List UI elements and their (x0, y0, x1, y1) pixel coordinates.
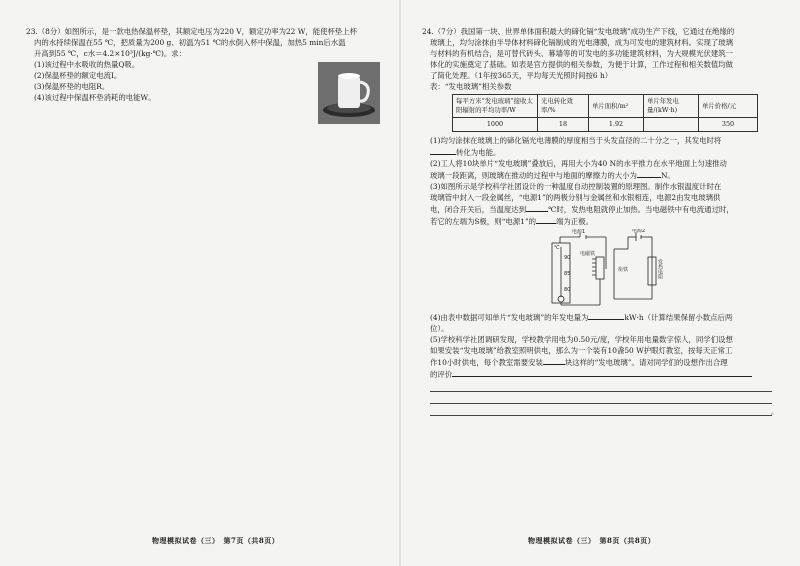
blank-4[interactable] (536, 215, 556, 224)
part-3-line-3 (422, 203, 774, 215)
part-3-line-2: 玻璃管中封入一段金属丝，“电源1”的两极分别与金属丝和水银相连，电源2由发电玻璃供 (430, 193, 721, 202)
table-header: 每平方米“发电玻璃”接收太阳辐射的平均功率/W (453, 95, 538, 118)
part-2-unit: N。 (660, 171, 675, 180)
part-5-text-a: 作10小时供电，每个教室需要安装 (430, 358, 543, 367)
part-3-text-a: 电，闭合开关后，当温度达到 (430, 205, 527, 214)
source-1-label: 电源1 (572, 229, 586, 235)
part-5-line-3 (422, 356, 774, 368)
blank-1[interactable] (430, 146, 456, 155)
blank-5[interactable] (588, 311, 624, 320)
part-1-line-2 (422, 146, 774, 158)
table-cell: 18 (538, 118, 589, 132)
cup-warmer-photo (318, 62, 380, 124)
table-cell: 1.92 (589, 118, 644, 132)
q24-line-1: 24.（7分）我国第一块、世界单体面积最大的碲化镉“发电玻璃”成功生产下线，它通过在绝缘的 (422, 27, 735, 36)
part-3-line-1: (3)如图所示是学校科学社团设计的一种温度自动控制装置的原理图。制作水银温度计时在 (430, 182, 722, 191)
blank-3[interactable] (526, 203, 548, 212)
table-header: 单片面积/m² (589, 95, 644, 118)
q24-line-5: 了简化处理。（1年按365天，平均每天光照时间按6 h） (430, 71, 613, 80)
tick-80: 80 (564, 287, 571, 293)
footer-left: 物理模拟试卷（三） 第7页（共8页） (152, 536, 280, 545)
part-5-text-c: 的评价 (430, 370, 453, 379)
table-caption: 表：“发电玻璃”相关参数 (430, 82, 512, 91)
answer-line[interactable] (430, 380, 772, 392)
part-5-line-2: 如果安装“发电玻璃”给教室照明供电，那么为一个装有10盏50 W护眼灯教室，按每天正常工 (430, 346, 733, 355)
q23-line-2: 内的水持续保温在55 ℃，把质量为200 g、初温为51 ℃的水倒入杯中保温，加热5 min后水温 (34, 38, 346, 47)
part-2-text: 玻璃一段距离，则玻璃在推动的过程中与地面的摩擦力的大小为 (430, 171, 637, 180)
part-5-line-4 (422, 368, 774, 380)
part-4-unit: kW·h（计算结果保留小数点后两 (624, 313, 733, 322)
table-cell: 1000 (453, 118, 538, 132)
table-cell-blank (644, 118, 699, 132)
blank-6[interactable] (543, 356, 565, 365)
table-row (453, 118, 758, 132)
tick-90: 90 (564, 255, 571, 261)
table-header: 光电转化效率/% (538, 95, 589, 118)
source-2-label: 电源2 (632, 229, 646, 234)
q24-line-4: 体化的实施奠定了基础。如表是官方提供的相关参数，为便于计算，工作过程和相关数值均做 (430, 60, 734, 69)
part-2-line-2 (422, 169, 774, 181)
answer-line[interactable] (430, 404, 778, 416)
params-table (452, 94, 758, 132)
part-2-line-1: (2)工人将10块单片“发电玻璃”叠放后，再用大小为40 N的水平推力在水平地面上匀速推动 (430, 159, 727, 168)
end-period: 。 (771, 408, 778, 416)
heater-label: 发热电阻 (657, 259, 663, 279)
part-4-line-1 (422, 311, 774, 323)
part-5-line-1: (5)学校科学社团调研发现，学校教学用电为0.50元/度，学校年用电量数字惊人，同学们设想 (430, 335, 733, 344)
question-24 (422, 26, 778, 416)
q24-line-3: 与材料的有机结合，是可替代砖头、幕墙等的可发电的多功能建筑材料，为大规模光伏建筑一 (430, 49, 734, 58)
table-cell: 350 (699, 118, 758, 132)
part-1-line-1: (1)均匀涂抹在玻璃上的碲化镉光电薄膜的厚度相当于头发直径的二十分之一，其发电时将 (430, 136, 722, 145)
q23-sub-3: (3)保温杯垫的电阻R。 (34, 82, 110, 91)
circuit-figure (540, 229, 774, 309)
q23-sub-1: (1)该过程中水吸收的热量Q吸。 (34, 60, 140, 69)
electromagnet-label: 电磁铁 (580, 251, 596, 257)
q24-line-2: 玻璃上，均匀涂抹由半导体材料碲化镉制成的光电薄膜，成为可发电的建筑材料。实现了玻璃 (430, 38, 734, 47)
q23-sub-4: (4)该过程中保温杯垫消耗的电能W。 (34, 93, 156, 102)
part-3-text-d: 端为正极。 (556, 217, 593, 226)
table-header: 单片年发电量/(kW·h) (644, 95, 699, 118)
answer-line[interactable] (430, 392, 772, 404)
tick-85: 85 (564, 271, 571, 277)
part-4-text: (4)由表中数据可知单片“发电玻璃”的年发电量为 (430, 313, 589, 322)
q23-sub-2: (2)保温杯垫的额定电流I。 (34, 71, 122, 80)
part-5-text-b: 块这样的“发电玻璃”。请对同学们的设想作出合理 (564, 358, 728, 367)
table-header-row (453, 95, 758, 118)
q23-line-3: 升高到55 ℃，c水＝4.2×10³J/(kg·℃)。求： (34, 49, 187, 58)
footer-right: 物理模拟试卷（三） 第8页（共8页） (528, 536, 656, 545)
part-1-text: 转化为电能。 (456, 148, 501, 157)
table-header: 单片价格/元 (699, 95, 758, 118)
answer-line[interactable] (452, 368, 752, 377)
part-3-line-4 (422, 215, 774, 227)
armature-label: 衔铁 (618, 267, 629, 273)
thermo-unit: ℃ (554, 245, 560, 251)
page-right (400, 0, 800, 566)
part-4-line-2: 位）。 (430, 324, 449, 333)
blank-2[interactable] (637, 169, 661, 178)
part-3-text-b: ℃时，发热电阻就停止加热。当电磁铁中有电流通过时， (548, 205, 734, 214)
part-3-text-c: 若它的左端为S极，则“电源1”的 (430, 217, 537, 226)
q23-line-1: 23.（8分）如图所示，是一款电热保温杯垫，其额定电压为220 V，额定功率为22 W，能使杯垫上杯 (26, 27, 358, 36)
